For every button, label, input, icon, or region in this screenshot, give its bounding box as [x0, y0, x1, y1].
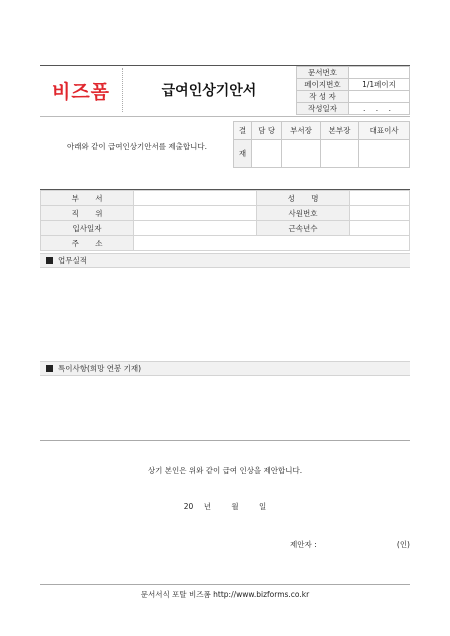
years-of-service-field[interactable]: [350, 221, 410, 236]
signature-box-division-head[interactable]: [320, 140, 359, 168]
header-bottom-rule: [40, 116, 410, 117]
approval-table: [233, 121, 410, 168]
date-month: 월: [231, 502, 239, 511]
proposal-statement: 상기 본인은 위와 같이 급여 인상을 제안합니다.: [147, 466, 303, 475]
address-field[interactable]: [134, 236, 410, 251]
employee-info-table: [40, 190, 410, 251]
employee-number-field[interactable]: [350, 206, 410, 221]
signature-box-staff[interactable]: [252, 140, 282, 168]
remarks-section-title: 특이사항(희망 연봉 기재): [58, 364, 142, 373]
performance-section-title: 업무실적: [58, 256, 87, 265]
name-label: 성 명: [257, 191, 350, 206]
remarks-bottom-rule: [40, 440, 410, 441]
name-field[interactable]: [350, 191, 410, 206]
meta-row-page-number: [297, 79, 410, 91]
proposal-date: [40, 501, 410, 512]
document-meta-table: [296, 66, 410, 115]
meta-value: 1/1페이지: [349, 79, 410, 91]
meta-label: 페이지번호: [297, 79, 349, 91]
footer-text: 문서서식 포탈 비즈폼 http://www.bizforms.co.kr: [140, 590, 310, 599]
join-date-field[interactable]: [134, 221, 257, 236]
approval-side-label-bottom: 재: [234, 140, 252, 168]
square-bullet-icon: [46, 257, 53, 264]
meta-row-author: [297, 91, 410, 103]
join-date-label: 입사일자: [41, 221, 134, 236]
meta-label: 작 성 자: [297, 91, 349, 103]
performance-section-header: [40, 253, 410, 268]
seal-mark: (인): [396, 540, 410, 549]
position-field[interactable]: [134, 206, 257, 221]
meta-row-doc-number: [297, 67, 410, 79]
dept-label: 부 서: [41, 191, 134, 206]
meta-row-date: [297, 103, 410, 115]
meta-label: 문서번호: [297, 67, 349, 79]
meta-value: [349, 91, 410, 103]
approval-role-dept-head: 부서장: [282, 122, 321, 140]
years-of-service-label: 근속년수: [257, 221, 350, 236]
remarks-content-area[interactable]: [40, 377, 410, 439]
date-day: 일: [258, 502, 267, 511]
position-label: 직 위: [41, 206, 134, 221]
document-title: 급여인상기안서: [161, 83, 257, 99]
square-bullet-icon: [46, 365, 53, 372]
address-label: 주 소: [41, 236, 134, 251]
approval-role-ceo: 대표이사: [359, 122, 410, 140]
intro-text: 아래와 같이 급여인상기안서를 제출합니다.: [67, 141, 207, 151]
approval-side-label-top: 결: [234, 122, 252, 140]
performance-content-area[interactable]: [40, 268, 410, 360]
meta-value: . . .: [349, 103, 410, 115]
meta-value: [349, 67, 410, 79]
bizforms-logo: 비즈폼: [51, 80, 111, 103]
dept-field[interactable]: [134, 191, 257, 206]
proposer-label: 제안자 :: [290, 540, 317, 549]
proposer-line: [290, 539, 410, 550]
signature-box-ceo[interactable]: [359, 140, 410, 168]
approval-role-staff: 담 당: [252, 122, 282, 140]
signature-box-dept-head[interactable]: [282, 140, 321, 168]
approval-role-division-head: 본부장: [320, 122, 359, 140]
footer-rule: [40, 584, 410, 585]
employee-number-label: 사원번호: [257, 206, 350, 221]
remarks-section-header: [40, 361, 410, 376]
meta-label: 작성일자: [297, 103, 349, 115]
date-year: 20 년: [183, 502, 211, 511]
